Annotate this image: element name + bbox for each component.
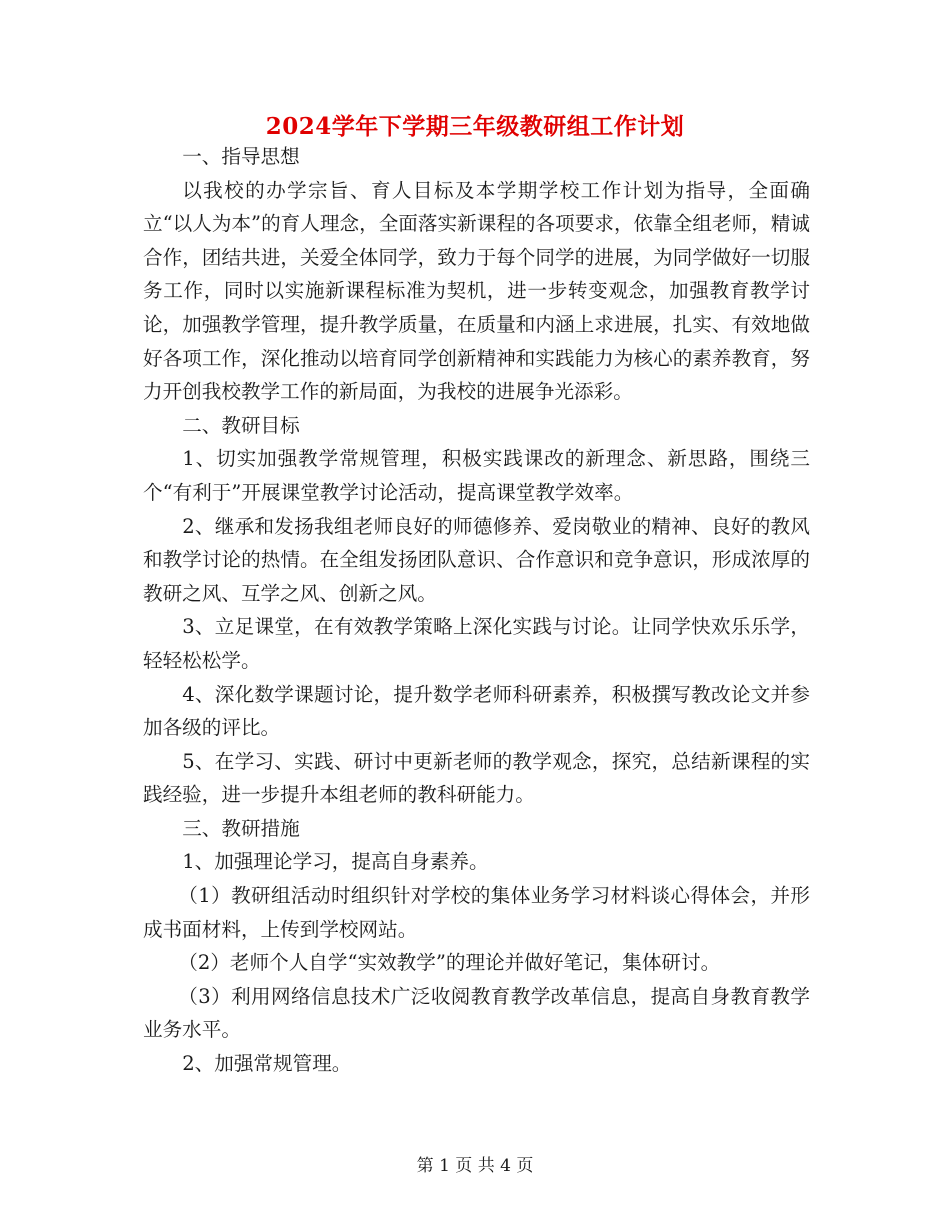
- paragraph-guiding-ideology: 以我校的办学宗旨、育人目标及本学期学校工作计划为指导，全面确立“以人为本”的育人理念，全面落实新课程的各项要求，依靠全组老师，精诚合作，团结共进，关爱全体同学，致力于每个同学的进展，为同学做好一切服务工作，同时以实施新课程标准为契机，进一步转变观念，加强教育教学讨论，加强教学管理，提升教学质量，在质量和内涵上求进展，扎实、有效地做好各项工作，深化推动以培育同学创新精神和实践能力为核心的素养教育，努力开创我校教学工作的新局面，为我校的进展争光添彩。: [143, 178, 810, 404]
- heading-guiding-ideology: 一、指导思想: [182, 145, 300, 168]
- goal-item-2: 2、继承和发扬我组老师良好的师德修养、爱岗敬业的精神、良好的教风和教学讨论的热情。在全组发扬团队意识、合作意识和竞争意识，形成浓厚的教研之风、互学之风、创新之风。: [143, 514, 810, 605]
- heading-teaching-research-goals: 二、教研目标: [182, 413, 300, 437]
- page-number-footer: 第 1 页 共 4 页: [416, 1156, 534, 1176]
- goal-item-5: 5、在学习、实践、研讨中更新老师的教学观念，探究，总结新课程的实践经验，进一步提升本组老师的教科研能力。: [143, 749, 810, 807]
- goal-item-4: 4、深化数学课题讨论，提升数学老师科研素养，积极撰写教改论文并参加各级的评比。: [143, 682, 810, 740]
- heading-teaching-research-measures: 三、教研措施: [182, 816, 300, 840]
- goal-item-3: 3、立足课堂，在有效教学策略上深化实践与讨论。让同学快欢乐乐学，轻轻松松学。: [143, 615, 810, 672]
- measure-subitem-3: （3）利用网络信息技术广泛收阅教育教学改革信息，提高自身教育教学业务水平。: [143, 984, 810, 1042]
- document-body: [143, 140, 810, 1081]
- measure-item-1: 1、加强理论学习，提高自身素养。: [182, 850, 489, 874]
- goal-item-1: 1、切实加强教学常规管理，积极实践课改的新理念、新思路，围绕三个“有利于”开展课堂教学讨论活动，提高课堂教学效率。: [143, 447, 810, 504]
- measure-item-2: 2、加强常规管理。: [182, 1052, 352, 1076]
- document-title: 2024学年下学期三年级教研组工作计划: [265, 113, 685, 140]
- measure-subitem-1: （1）教研组活动时组织针对学校的集体业务学习材料谈心得体会，并形成书面材料，上传到学校网站。: [143, 884, 810, 941]
- measure-subitem-2: （2）老师个人自学“实效教学”的理论并做好笔记，集体研讨。: [178, 951, 721, 975]
